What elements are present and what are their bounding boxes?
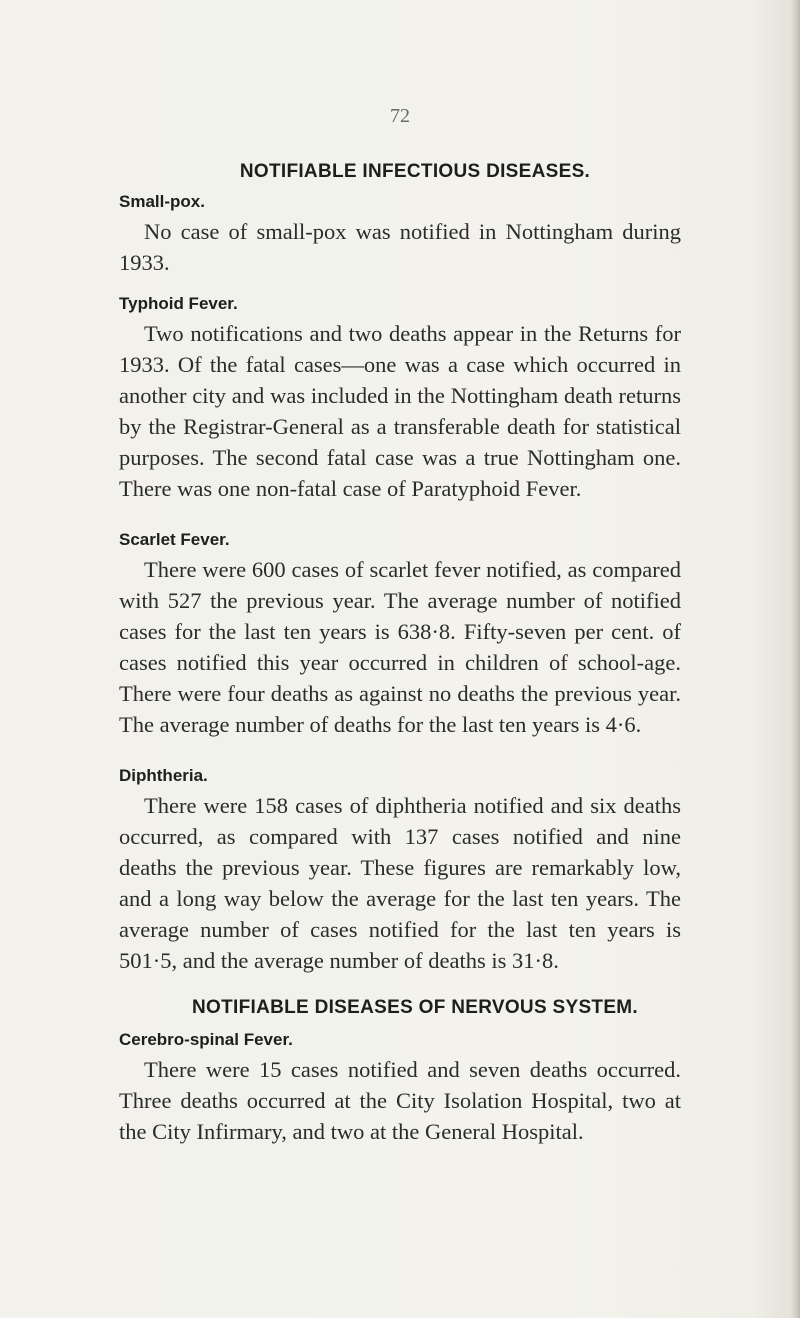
subheading-scarlet-fever: Scarlet Fever. [119,530,230,549]
page-number: 72 [390,105,410,127]
subheading-cerebro-spinal-fever: Cerebro-spinal Fever. [119,1030,293,1049]
section-typhoid-fever [119,292,681,504]
paragraph-scarlet-fever: There were 600 cases of scarlet fever notified, as compared with 527 the previous year. The average number of notified cases for the last ten years is 638·8. Fifty-seven per cent. of cases notified this year occurred in children of school-age. There were four deaths as against no deaths the previous year. The average number of deaths for the last ten years is 4·6. [119,557,681,737]
page-content [119,160,681,1171]
section-heading-nervous-system: NOTIFIABLE DISEASES OF NERVOUS SYSTEM. [192,997,638,1018]
page-edge-shadow [790,0,800,1318]
section-heading-infectious-diseases: NOTIFIABLE INFECTIOUS DISEASES. [239,161,591,182]
paragraph-small-pox: No case of small-pox was notified in Nottingham during 1933. [119,219,681,275]
paragraph-diphtheria: There were 158 cases of diphtheria notified and six deaths occurred, as compared with 137 cases notified and nine deaths the previous year. These figures are remarkably low, and a long way below the average for the last ten years. The average number of cases notified for the last ten years is 501·5, and the average number of deaths is 31·8. [119,793,681,973]
section-diphtheria [119,764,681,976]
section-cerebro-spinal-fever [119,1028,681,1147]
subheading-diphtheria: Diphtheria. [119,766,208,785]
section-scarlet-fever [119,528,681,740]
subheading-small-pox: Small-pox. [119,192,205,211]
paragraph-cerebro-spinal-fever: There were 15 cases notified and seven deaths occurred. Three deaths occurred at the City Isolation Hospital, two at the City Infirmary, and two at the General Hospital. [119,1057,681,1144]
subheading-typhoid-fever: Typhoid Fever. [119,294,238,313]
section-small-pox [119,190,681,278]
paragraph-typhoid-fever: Two notifications and two deaths appear in the Returns for 1933. Of the fatal cases—one was a case which occurred in another city and was included in the Nottingham death returns by the Registrar-General as a transferable death for statistical purposes. The second fatal case was a true Nottingham one. There was one non-fatal case of Paratyphoid Fever. [119,321,681,501]
